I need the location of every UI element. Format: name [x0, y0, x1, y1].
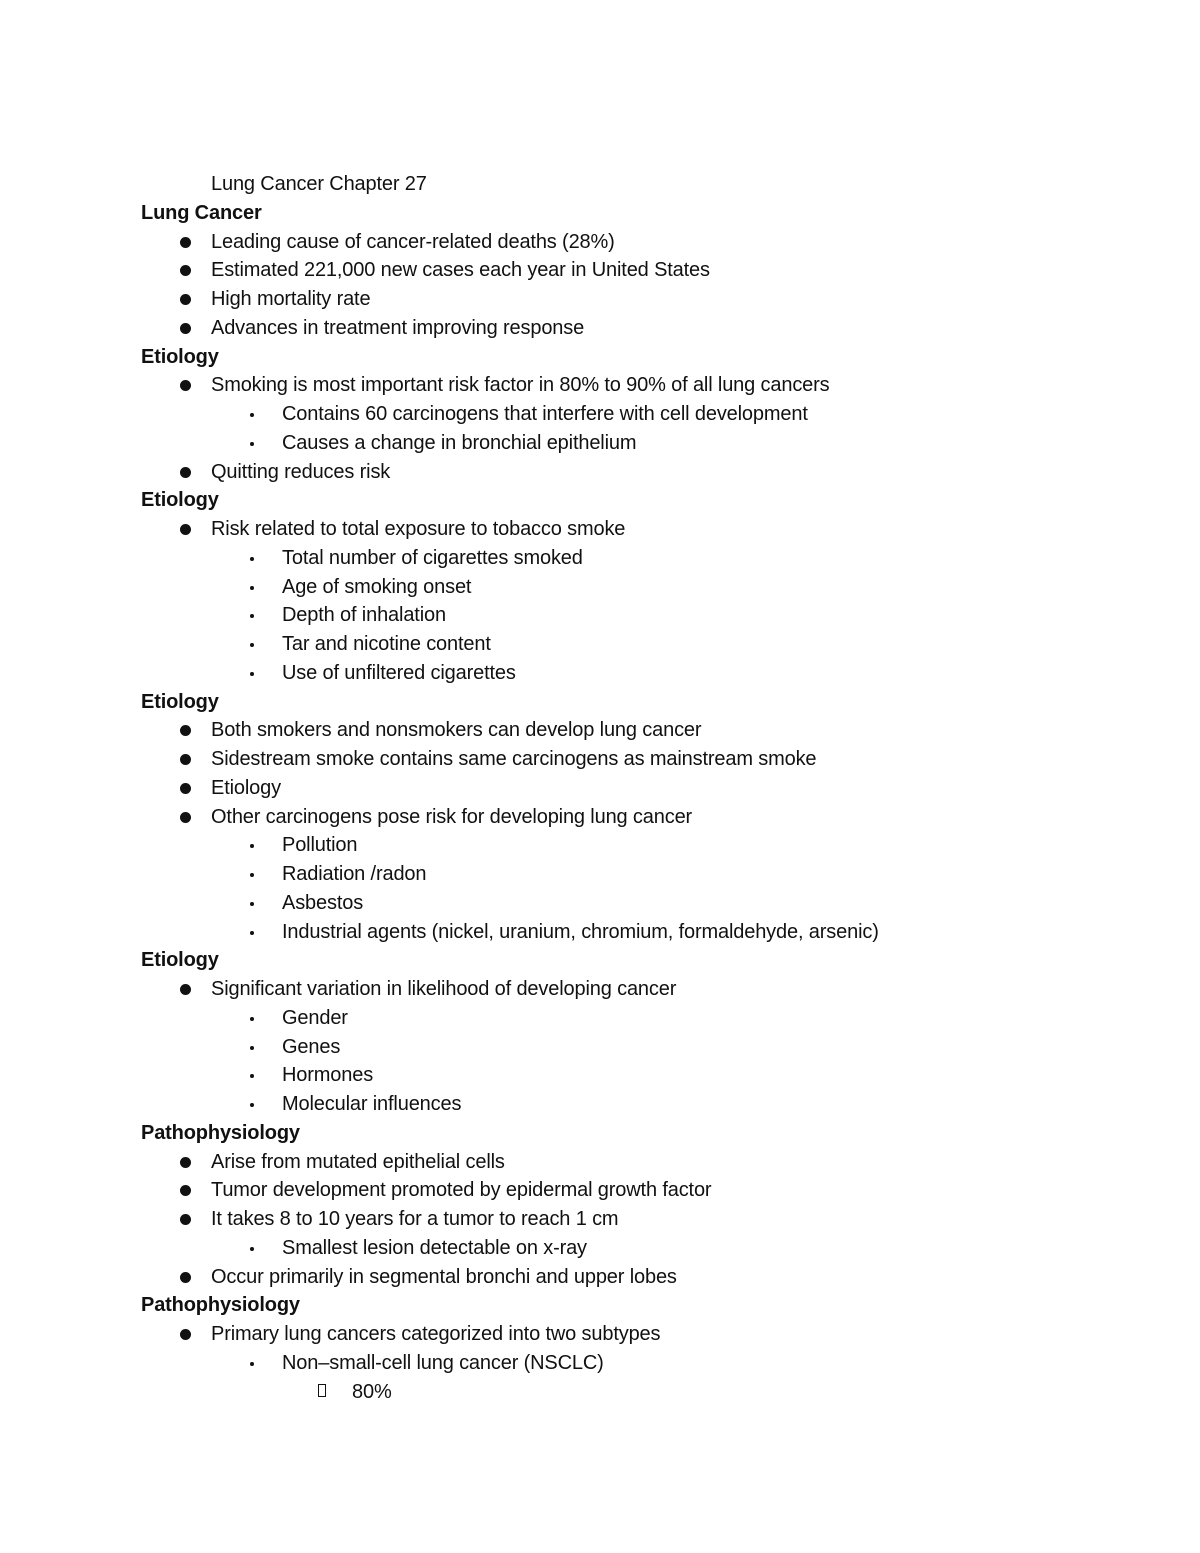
section-heading: Lung Cancer	[141, 201, 262, 224]
sub-bullet-item: Depth of inhalation	[0, 601, 1200, 630]
bullet-item: Tumor development promoted by epidermal growth factor	[0, 1176, 1200, 1205]
sub-bullet-item: Genes	[0, 1033, 1200, 1062]
sub-bullet-item: Asbestos	[0, 889, 1200, 918]
sub-bullet-item: Total number of cigarettes smoked	[0, 544, 1200, 573]
bullet-item: Occur primarily in segmental bronchi and upper lobes	[0, 1263, 1200, 1292]
bullet-item: Both smokers and nonsmokers can develop lung cancer	[0, 716, 1200, 745]
bullet-item: Leading cause of cancer-related deaths (28%)	[0, 228, 1200, 257]
section-heading: Etiology	[141, 489, 219, 512]
sub-sub-bullet-item: 80%	[0, 1378, 1200, 1407]
document-title: Lung Cancer Chapter 27	[211, 173, 427, 195]
bullet-item: Other carcinogens pose risk for developing lung cancer	[0, 803, 1200, 832]
sub-bullet-item: Age of smoking onset	[0, 573, 1200, 602]
section-heading: Pathophysiology	[141, 1294, 300, 1317]
bullet-item: Sidestream smoke contains same carcinogens as mainstream smoke	[0, 745, 1200, 774]
bullet-item: It takes 8 to 10 years for a tumor to reach 1 cm	[0, 1205, 1200, 1234]
sub-bullet-item: Causes a change in bronchial epithelium	[0, 429, 1200, 458]
sub-bullet-item: Industrial agents (nickel, uranium, chromium, formaldehyde, arsenic)	[0, 918, 1200, 947]
bullet-item: Significant variation in likelihood of developing cancer	[0, 975, 1200, 1004]
document-page	[0, 170, 1200, 1406]
sub-bullet-item: Tar and nicotine content	[0, 630, 1200, 659]
bullet-item: Arise from mutated epithelial cells	[0, 1148, 1200, 1177]
sub-bullet-item: Use of unfiltered cigarettes	[0, 659, 1200, 688]
outline-list	[0, 199, 1200, 1407]
sub-bullet-item: Pollution	[0, 831, 1200, 860]
bullet-item: Quitting reduces risk	[0, 458, 1200, 487]
section-heading: Etiology	[141, 345, 219, 368]
bullet-item: Etiology	[0, 774, 1200, 803]
section-heading: Etiology	[141, 690, 219, 713]
bullet-item: Primary lung cancers categorized into two subtypes	[0, 1320, 1200, 1349]
bullet-item: Estimated 221,000 new cases each year in United States	[0, 256, 1200, 285]
bullet-item: Risk related to total exposure to tobacco smoke	[0, 515, 1200, 544]
sub-bullet-item: Non–small-cell lung cancer (NSCLC)	[0, 1349, 1200, 1378]
bullet-item: Smoking is most important risk factor in 80% to 90% of all lung cancers	[0, 371, 1200, 400]
sub-bullet-item: Smallest lesion detectable on x-ray	[0, 1234, 1200, 1263]
section-heading: Pathophysiology	[141, 1121, 300, 1144]
sub-bullet-item: Hormones	[0, 1061, 1200, 1090]
bullet-item: High mortality rate	[0, 285, 1200, 314]
sub-bullet-item: Gender	[0, 1004, 1200, 1033]
sub-bullet-item: Contains 60 carcinogens that interfere with cell development	[0, 400, 1200, 429]
sub-bullet-item: Radiation /radon	[0, 860, 1200, 889]
sub-bullet-item: Molecular influences	[0, 1090, 1200, 1119]
bullet-item: Advances in treatment improving response	[0, 314, 1200, 343]
section-heading: Etiology	[141, 949, 219, 972]
